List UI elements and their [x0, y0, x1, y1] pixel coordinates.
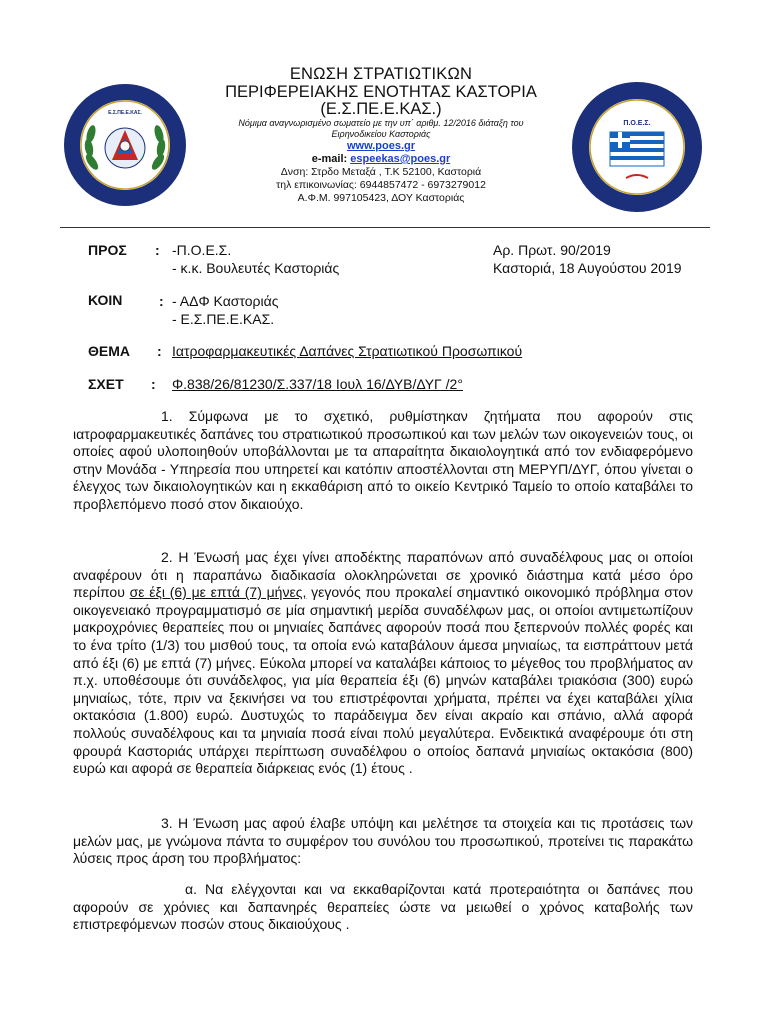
- cc-label: ΚΟΙΝ: [88, 292, 123, 308]
- logo-left-year: 2016: [117, 182, 133, 189]
- email-line: [190, 153, 572, 165]
- logo-right-inner-text: Π.Ο.Ε.Σ.: [623, 120, 651, 127]
- logo-left-inner-text: Ε.Σ.ΠΕ.Ε.ΚΑΣ.: [108, 110, 142, 116]
- ref-label: ΣΧΕΤ: [88, 376, 124, 392]
- org-abbreviation: (Ε.Σ.ΠΕ.Ε.ΚΑΣ.): [320, 100, 442, 118]
- logo-poes: [570, 80, 704, 214]
- legal-note: [190, 118, 572, 140]
- protocol-number: Αρ. Πρωτ. 90/2019: [493, 242, 611, 258]
- cc-colon: :: [159, 293, 164, 309]
- contact-block: [190, 166, 572, 205]
- ref-text: Φ.838/26/81230/Σ.337/18 Ιουλ 16/ΔΥΒ/ΔΥΓ /2°: [172, 376, 463, 392]
- legal-note-line2: Ειρηνοδικείου Καστοριάς: [331, 129, 431, 139]
- paragraph-3a: [73, 881, 693, 934]
- to-recipient-2: - κ.κ. Βουλευτές Καστοριάς: [172, 260, 340, 276]
- subject-colon: :: [157, 343, 162, 359]
- place-date: Καστοριά, 18 Αυγούστου 2019: [493, 260, 682, 276]
- to-label: ΠΡΟΣ: [88, 242, 127, 258]
- header-divider: [60, 227, 710, 228]
- paragraph-2-start: 2. Η Ένωσή μας έχει γίνει αποδέκτης παραπόνων από συναδέλφους μας οι οποίοι αναφέρουν ότι η παραπάνω διαδικασία ολοκληρώνεται σε χρονικό διάστημα κατά μέσο όρο περίπου: [73, 549, 693, 601]
- logo-right-year: 2013: [629, 186, 645, 193]
- website-link[interactable]: www.poes.gr: [346, 140, 416, 152]
- paragraph-1: [73, 408, 693, 514]
- email-label: e-mail:: [311, 153, 351, 165]
- paragraph-1-text: 1. Σύμφωνα με το σχετικό, ρυθμίστηκαν ζητήματα που αφορούν στις ιατροφαρμακευτικές δαπάνες του στρατιωτικού προσωπικού και των μελών των οικογενειών τους, οι οποίες αφού υλοποιηθούν υποβάλλονται με τα απαραίτητα δικαιολογητικά από τον ενδιαφερόμενο στην Μονάδα - Υπηρεσία που υπηρετεί και κατόπιν αποστέλλονται στη ΜΕΡΥΠ/ΔΥΓ, όπου γίνεται ο έλεγχος των δικαιολογητικών και η εκκαθάριση από το οικείο Κεντρικό Ταμείο το οποίο καταβάλει το προβλεπόμενο ποσό στον δικαιούχο.: [73, 408, 693, 512]
- cc-recipient-2: - Ε.Σ.ΠΕ.Ε.ΚΑΣ.: [172, 311, 275, 327]
- paragraph-2-duration: σε έξι (6) με επτά (7) μήνες,: [129, 584, 307, 601]
- tax-id: Α.Φ.Μ. 997105423, ΔΟΥ Καστοριάς: [297, 192, 465, 204]
- org-name-line2: ΠΕΡΙΦΕΡΕΙΑΚΗΣ ΕΝΟΤΗΤΑΣ ΚΑΣΤΟΡΙΑ: [225, 83, 537, 101]
- paragraph-2-text: [73, 549, 693, 778]
- subject-label: ΘΕΜΑ: [88, 343, 130, 359]
- email-link[interactable]: espeekas@poes.gr: [350, 153, 451, 165]
- paragraph-2: [73, 549, 693, 778]
- cc-recipient-1: - ΑΔΦ Καστοριάς: [172, 293, 279, 309]
- paragraph-3: [73, 815, 693, 868]
- legal-note-line1: Νόμιμα αναγνωρισμένο σωματείο με την υπ΄ αριθμ. 12/2016 διάταξη του: [238, 118, 524, 128]
- subject-text: Ιατροφαρμακευτικές Δαπάνες Στρατιωτικού Προσωπικού: [172, 343, 523, 359]
- phones: τηλ επικοινωνίας: 6944857472 - 6973279012: [276, 179, 486, 191]
- to-colon: :: [155, 242, 160, 258]
- org-name-line1: ΕΝΩΣΗ ΣΤΡΑΤΙΩΤΙΚΩΝ: [289, 65, 473, 83]
- paragraph-2-rest: γεγονός που προκαλεί σημαντικό οικονομικό πρόβλημα στον οικογενειακό προγραμματισμό σε μία σημαντική μερίδα συναδέλφων μας, οι οποίοι αντιμετωπίζουν μακροχρόνιες θεραπείες που οι μηνιαίες δαπάνες αφορούν ποσά που ξεπερνούν πολλές φορές και το ένα τρίτο (1/3) του μισθού τους, τα οποία ενώ καταβάλουν άμεσα μηνιαίως, τα εισπράττουν μετά από έξι (6) με επτά (7) μήνες. Εύκολα μπορεί να καταλάβει κάποιος το μέγεθος του προβλήματος αν π.χ. υποθέσουμε ότι συνάδελφος, για μία θεραπεία έξι (6) μηνών καταβάλει τριακόσια (300) ευρώ μηνιαίως, τότε, πριν να ξεκινήσει να του επιστρέφονται χρήματα, πρέπει να έχει καταβάλει χίλια οκτακόσια (1.800) ευρώ. Δυστυχώς το παράδειγμα δεν είναι ακραίο και σπάνιο, αλλά αφορά πολλούς συναδέλφους και τα μηνιαία ποσά είναι πολύ μεγαλύτερα. Ενδεικτικά αναφέρουμε ότι στη φρουρά Καστοριάς υπάρχει περίπτωση συναδέλφου ο οποίος δαπανά μηνιαίως οκτακόσια (800) ευρώ και αφορά σε θεραπεία διάρκειας ενός (1) έτους .: [73, 584, 693, 777]
- paragraph-3a-text: α. Να ελέγχονται και να εκκαθαρίζονται κατά προτεραιότητα οι δαπάνες που αφορούν σε χρόνιες και δαπανηρές θεραπείες ώστε να μειωθεί ο χρόνος καταβολής των επιστρεφόμενων ποσών στους δικαιούχους .: [73, 881, 693, 933]
- address: Δνση: Στρδο Μεταξά , Τ.Κ 52100, Καστοριά: [280, 166, 482, 178]
- website: [190, 140, 572, 152]
- paragraph-3-text: 3. Η Ένωση μας αφού έλαβε υπόψη και μελέτησε τα στοιχεία και τις προτάσεις των μελών μας, με γνώμονα πάντα το συμφέρον του συνόλου του προσωπικού, προτείνει τις παρακάτω λύσεις προς άρση του προβλήματος:: [73, 815, 693, 867]
- logo-espeekas: [62, 82, 188, 208]
- ref-colon: :: [151, 376, 156, 392]
- to-recipient-1: -Π.Ο.Ε.Σ.: [172, 242, 232, 258]
